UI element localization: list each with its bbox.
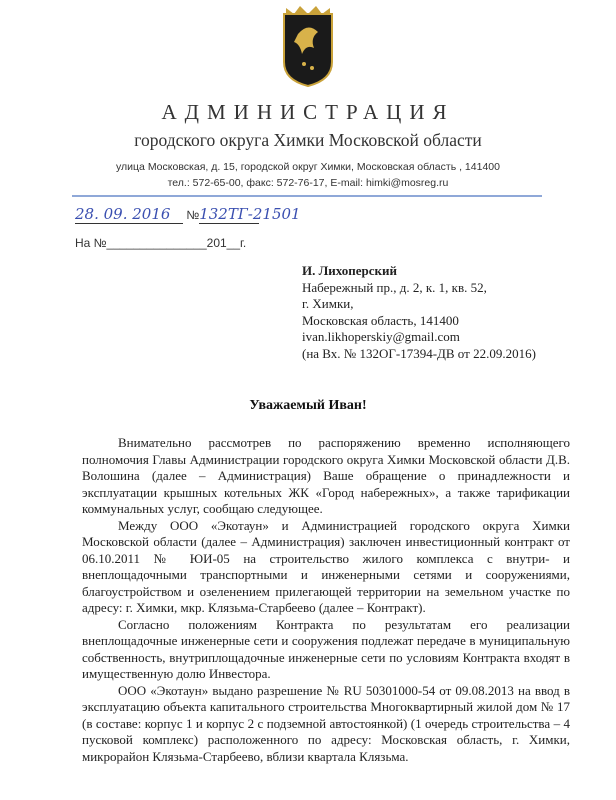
- recipient-line: ivan.likhoperskiy@gmail.com: [302, 329, 460, 344]
- organization-contacts: тел.: 572-65-00, факс: 572-76-17, E-mail: himki@mosreg.ru: [167, 177, 449, 189]
- paragraph: Согласно положениям Контракта по результатам его реализации внеплощадочные инженерные сети и сооружения подлежат передаче в муниципальную собственность, внутриплощадочные инженерные сети по условиям Контракта входят в имущественную долю Инвестора.: [82, 616, 570, 681]
- letter-body: [82, 435, 570, 765]
- organization-address: улица Московская, д. 15, городской округ Химки, Московская область , 141400: [116, 161, 500, 173]
- recipient-line: (на Вх. № 132ОГ-17394-ДВ от 22.09.2016): [302, 345, 536, 361]
- header-divider: [72, 195, 542, 197]
- recipient-line: Набережный пр., д. 2, к. 1, кв. 52,: [302, 279, 487, 295]
- paragraph: ООО «Экотаун» выдано разрешение № RU 50301000-54 от 09.08.2013 на ввод в эксплуатацию объекта капитального строительства Многоквартирный жилой дом № 17 (в составе: корпус 1 и корпус 2 с подземной автостоянкой) (1 очередь строительства – 4 пусковой комплекс) расположенного по адресу: Московская область, г. Химки, микрорайон Клязьма-Старбеево, вблизи квартала Клязьма.: [82, 682, 570, 764]
- recipient-line: Московская область, 141400: [302, 312, 459, 328]
- letter-date: 28. 09. 2016: [75, 205, 183, 224]
- recipient-line: г. Химки,: [302, 296, 354, 311]
- organization-title: АДМИНИСТРАЦИЯ: [161, 100, 455, 124]
- letter-number: 132ТГ-21501: [199, 205, 301, 223]
- incoming-reference: На №_______________201__г.: [75, 236, 247, 250]
- organization-subtitle: городского округа Химки Московской области: [134, 130, 482, 150]
- paragraph: Внимательно рассмотрев по распоряжению временно исполняющего полномочия Главы Администрации городского округа Химки Московской области Д.В. Волошина (далее – Администрация) Ваше обращение о принадлежности и эксплуатации крышных котельных ЖК «Город набережных», а также тарификации коммунальных услуг, сообщаю следующее.: [82, 435, 570, 516]
- greeting: Уважаемый Иван!: [249, 398, 367, 413]
- recipient-block: [302, 263, 536, 362]
- outgoing-reference: [75, 205, 301, 250]
- recipient-name: И. Лихоперский: [302, 263, 398, 278]
- coat-of-arms-emblem: [280, 4, 336, 88]
- number-label: №: [186, 208, 200, 222]
- paragraph: Между ООО «Экотаун» и Администрацией городского округа Химки Московской области (далее – Администрация) заключен инвестиционный контракт от 06.10.2011 № ЮИ-05 на строительство жилого комплекса с внутри- и внеплощадочными транспортными и инженерными сетями и сооружениями, благоустройством и озеленением прилегающей территории на земельном участке по адресу: г. Химки, мкр. Клязьма-Старбеево (далее – Контракт).: [82, 517, 570, 615]
